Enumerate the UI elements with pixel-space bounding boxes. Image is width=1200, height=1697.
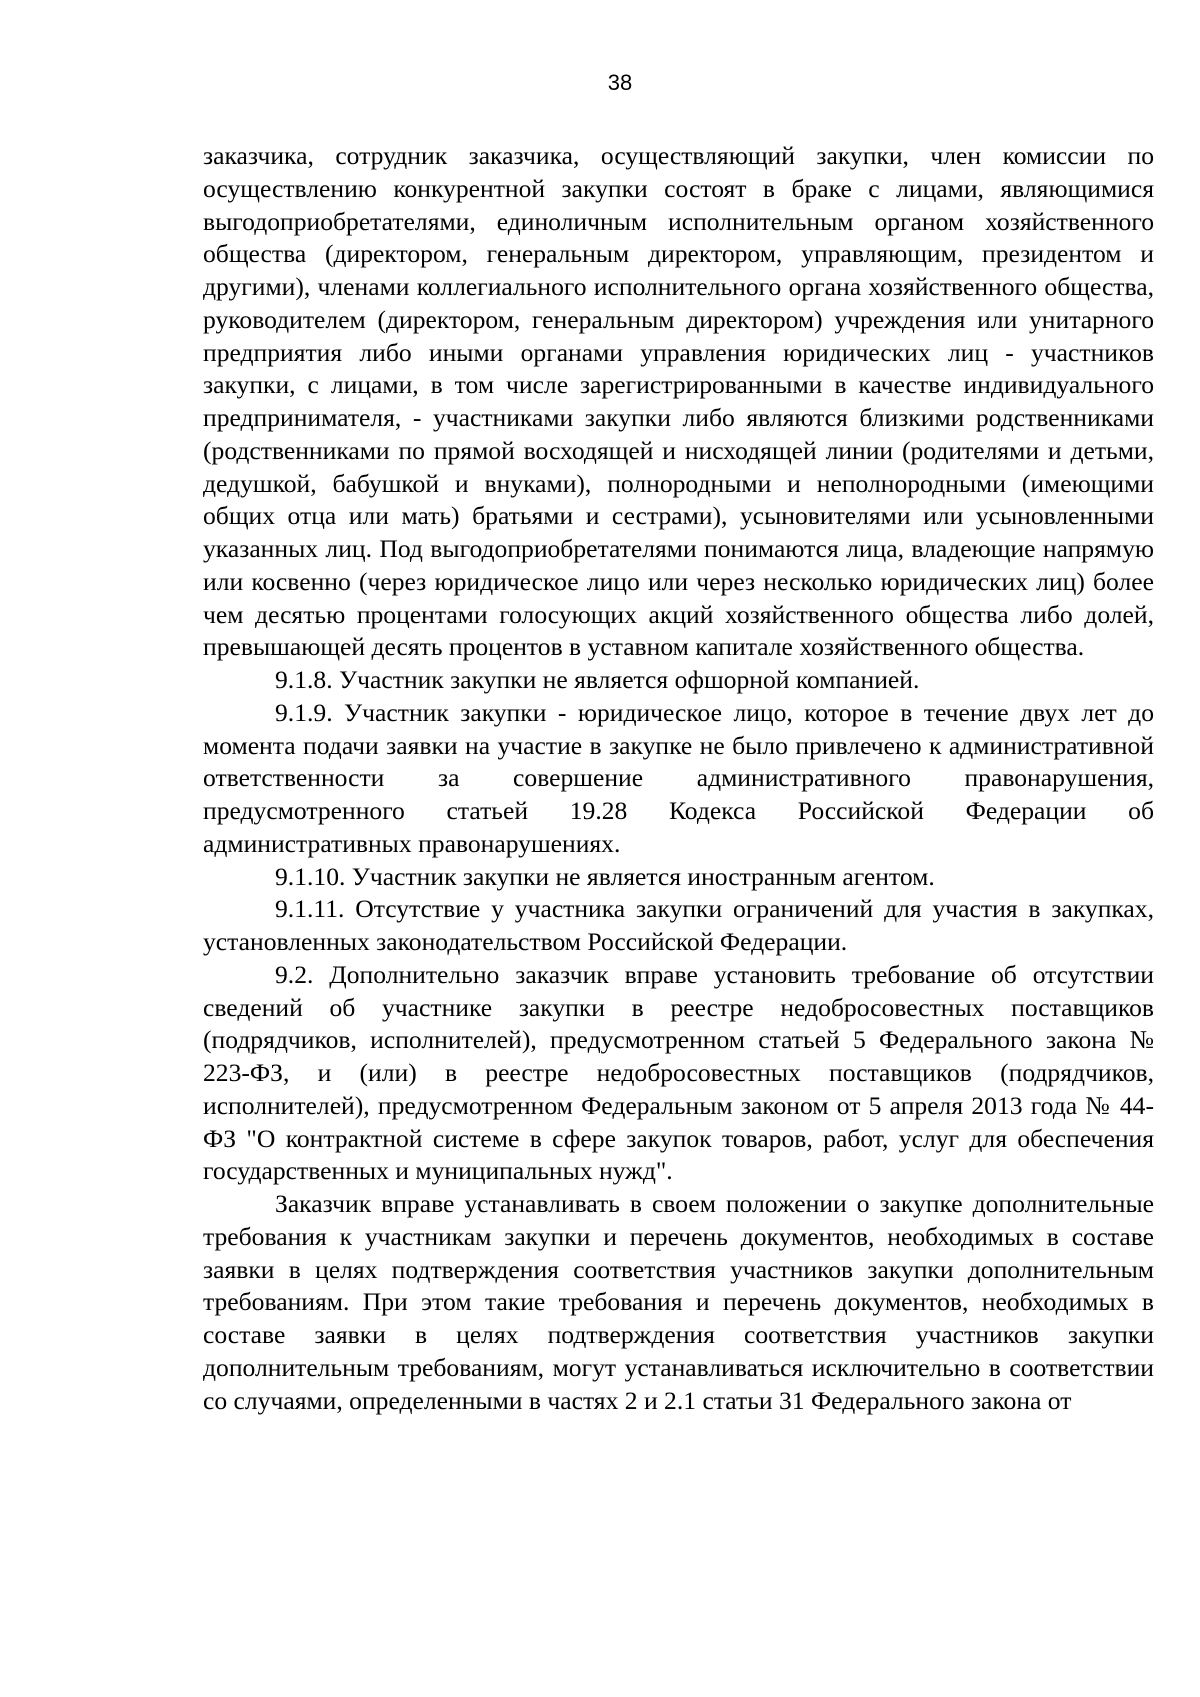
paragraph-continuation: заказчика, сотрудник заказчика, осуществляющий закупки, член комиссии по осуществлению конкурентной закупки состоят в браке с лицами, являющимися выгодоприобретателями, единоличным исполнительным органом хозяйственного общества (директором, генеральным директором, управляющим, президентом и другими), членами коллегиального исполнительного органа хозяйственного общества, руководителем (директором, генеральным директором) учреждения или унитарного предприятия либо иными органами управления юридических лиц - участников закупки, с лицами, в том числе зарегистрированными в качестве индивидуального предпринимателя, - участниками закупки либо являются близкими родственниками (родственниками по прямой восходящей и нисходящей линии (родителями и детьми, дедушкой, бабушкой и внуками), полнородными и неполнородными (имеющими общих отца или мать) братьями и сестрами), усыновителями или усыновленными указанных лиц. Под выгодоприобретателями понимаются лица, владеющие напрямую или косвенно (через юридическое лицо или через несколько юридических лиц) более чем десятью процентами голосующих акций хозяйственного общества либо долей, превышающей десять процентов в уставном капитале хозяйственного общества. [203, 141, 1154, 662]
paragraph-9-1-8: 9.1.8. Участник закупки не является офшорной компанией. [275, 665, 920, 694]
paragraph-additional-requirements: Заказчик вправе устанавливать в своем положении о закупке дополнительные требования к участникам закупки и перечень документов, необходимых в составе заявки в целях подтверждения соответствия участников закупки дополнительным требованиям. При этом такие требования и перечень документов, необходимых в составе заявки в целях подтверждения соответствия участников закупки дополнительным требованиям, могут устанавливаться исключительно в соответствии со случаями, определенными в частях 2 и 2.1 статьи 31 Федерального закона от [203, 1189, 1154, 1415]
paragraph-9-2: 9.2. Дополнительно заказчик вправе установить требование об отсутствии сведений об участнике закупки в реестре недобросовестных поставщиков (подрядчиков, исполнителей), предусмотренном статьей 5 Федерального закона № 223-ФЗ, и (или) в реестре недобросовестных поставщиков (подрядчиков, исполнителей), предусмотренном Федеральным законом от 5 апреля 2013 года № 44-ФЗ "О контрактной системе в сфере закупок товаров, работ, услуг для обеспечения государственных и муниципальных нужд". [203, 959, 1154, 1186]
paragraph-9-1-10: 9.1.10. Участник закупки не является иностранным агентом. [275, 861, 935, 891]
paragraph-9-1-9: 9.1.9. Участник закупки - юридическое лицо, которое в течение двух лет до момента подачи заявки на участие в закупке не было привлечено к административной ответственности за совершение административного правонарушения, предусмотренного статьей 19.28 Кодекса Российской Федерации об административных правонарушениях. [203, 697, 1154, 858]
document-body [203, 140, 1154, 1417]
page-number: 38 [607, 70, 633, 95]
paragraph-9-1-11: 9.1.11. Отсутствие у участника закупки ограничений для участия в закупках, установленных законодательством Российской Федерации. [203, 894, 1154, 956]
